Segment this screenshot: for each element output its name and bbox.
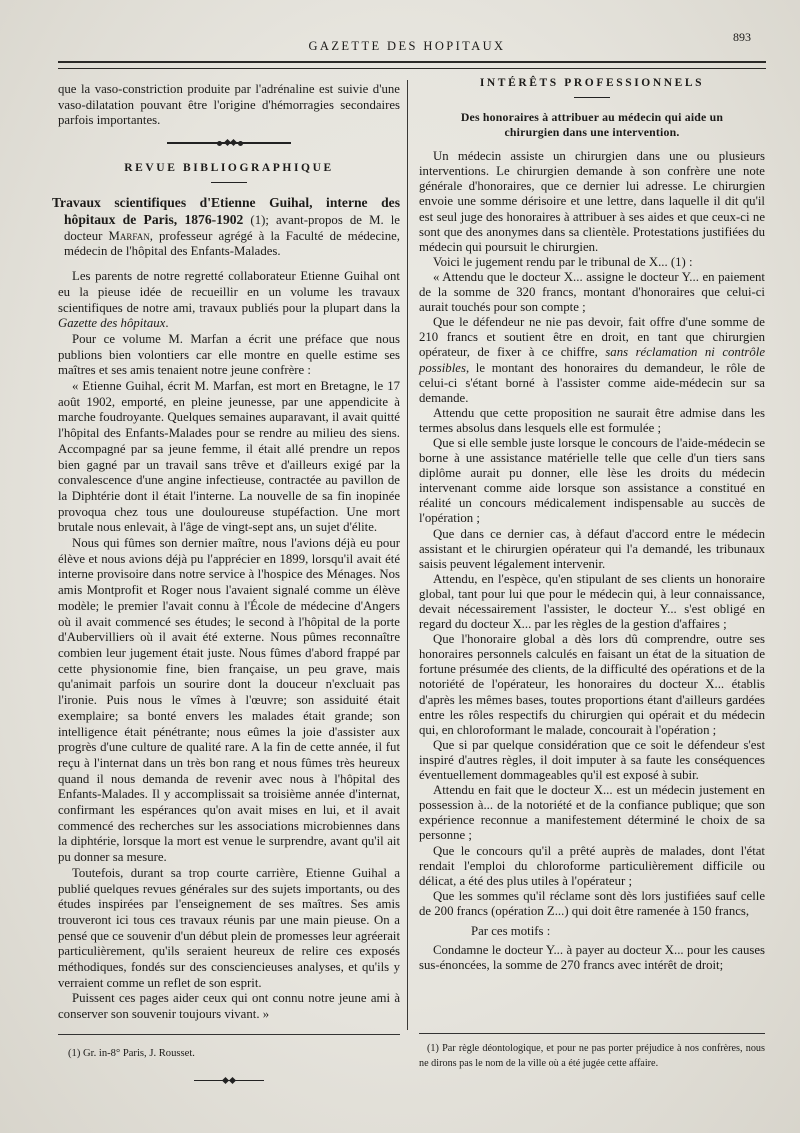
section-rule [574, 97, 610, 98]
paragraph: Que si par quelque considération que ce soit le défendeur s'est inspiré d'autres règles, il doit imputer à sa faute les conséquences éventuellement dommageables qu'il est exposé à subir. [419, 737, 765, 783]
column-divider [407, 80, 408, 1030]
paragraph: Que le concours qu'il a prêté auprès de malades, dont l'état rendait l'emploi du chloroforme particulièrement difficile ou délicat, a été des plus utiles à l'opérateur ; [419, 843, 765, 888]
section-title-interets-professionnels: INTÉRÊTS PROFESSIONNELS [479, 77, 705, 89]
review-title: Travaux scientifiques d'Etienne Guihal, interne des hôpitaux de Paris, 1876-1902 [52, 195, 400, 227]
paragraph: Que l'honoraire global a dès lors dû comprendre, outre ses honoraires personnels calculés en faisant un état de la situation de fortune présumée des clients, de la difficulté des opérations et de la notoriété de l'opérateur, les honoraires du docteur X... établis d'après les mêmes bases, toutes proportions étant d'ailleurs gardées entre les rôles respectifs du chirurgien qui opérait et du médecin qui, en chloroformant le malade, concourait à l'opération ; [419, 632, 765, 737]
paragraph-text: Que le défendeur ne nie pas devoir, fait offre d'une somme de 210 francs et soutient être en droit, en tant que chirurgien opérateur, de fixer à ce chiffre, [419, 315, 765, 360]
paragraph: Nous qui fûmes son dernier maître, nous l'avions déjà eu pour élève et nous avions déjà pu l'apprécier en 1899, lorsqu'il avait été interne provisoire dans notre service à l'hospice des Ménages. Nos amis Montprofit et Roger nous l'avaient signalé comme un élève modèle; le premier l'avait connu à l'École de médecine d'Angers où il avait commencé ses études; le second à l'hôpital de la porte d'Aubervilliers où il avait été externe. Nous pûmes reconnaître combien leur jugement était juste. Nous fûmes d'abord frappé par cette physionomie fine, bien française, un peu grave, mais qu'animait parfois un sourire dont la douceur n'excluait pas l'ironie. Puis nous le vîmes à l'œuvre; son assiduité était exemplaire; sa bonté envers les malades était grande; son intelligence était pénétrante; nous eûmes la joie d'assister aux progrès d'une culture de qualité rare. A la fin de cette année, il fut reçu à l'internat dans un très bon rang et nous fûmes très heureux quand il nous demanda de revenir avec nous à l'hôpital des Enfants-Malades. Il y accomplissait sa troisième année d'internat, confirmant les espérances qu'on avait mises en lui, et il avait commencé des recherches sur les associations microbiennes dans la diphtérie, lorsque la mort est venue le surprendre, avant qu'il ait pu donner sa mesure. [58, 536, 400, 865]
right-column [419, 76, 765, 1071]
footnote-rule [419, 1033, 765, 1034]
paragraph: Un médecin assiste un chirurgien dans une ou plusieurs interventions. Le chirurgien demande à son confrère une note générale d'honoraires, que ce dernier lui adresse. Le chirurgien envoie une somme dérisoire et une lettre, dans laquelle il dit qu'il est seul juge des honoraires à attribuer à ses aides et que ceux-ci ne sont que des anonymes dans sa clientèle. Protestations justifiées du médecin qui poursuit le chirurgien. [419, 149, 765, 254]
paragraph-text: Les parents de notre regretté collaborateur Etienne Guihal ont eu la pieuse idée de recueillir en un volume les travaux scientifiques de notre ami, travaux publiés pour la plupart dans la [58, 269, 400, 315]
section-title-revue-bibliographique: REVUE BIBLIOGRAPHIQUE [124, 162, 334, 175]
paragraph: Pour ce volume M. Marfan a écrit une préface que nous publions bien volontiers car elle montre en quelle estime ses maîtres et ses amis tenaient notre jeune confrère : [58, 331, 400, 378]
article-title: Des honoraires à attribuer au médecin qui aide un chirurgien dans une intervention. [460, 110, 724, 139]
paragraph: Que les sommes qu'il réclame sont dès lors justifiées sauf celle de 200 francs (opération Z...) qui doit être ramenée à 150 francs, [419, 888, 765, 918]
judgment-motifs: Par ces motifs : [471, 923, 551, 938]
review-heading [52, 195, 400, 260]
paragraph: Toutefois, durant sa trop courte carrière, Etienne Guihal a publié quelques revues générales sur des sujets importants, ou des études inspirées par l'enseignement de ses maîtres. Ses amis trouveront ici tous ces travaux réunis par une main pieuse. On a pensé que ce souvenir d'un début plein de promesses leur agréerait particulièrement, qu'ils seraient heureux de relire ces exposés méthodiques, fondés sur des consciencieuses analyses, et qu'ils y verraient comme un reflet de son esprit. [58, 865, 400, 990]
paragraph: Puissent ces pages aider ceux qui ont connu notre jeune ami à conserver son souvenir toujours vivant. » [58, 991, 400, 1022]
paragraph [419, 315, 765, 406]
review-heading-text: , professeur agrégé à la Faculté de médecine, médecin de l'hôpital des Enfants-Malades. [64, 228, 400, 259]
paragraph: Voici le jugement rendu par le tribunal de X... (1) : [433, 254, 693, 269]
section-rule [211, 182, 247, 183]
review-author: Marfan [108, 228, 150, 243]
paragraph: Que dans ce dernier cas, à défaut d'accord entre le médecin assistant et le chirurgien opérateur qui l'a demandé, les tribunaux saisis peuvent légalement intervenir. [419, 526, 765, 571]
paragraph: Condamne le docteur Y... à payer au docteur X... pour les causes sus-énoncées, la somme de 270 francs avec intérêt de droit; [419, 943, 765, 973]
journal-title: Gazette des hôpitaux [58, 316, 166, 331]
ornament-divider [167, 139, 291, 147]
footnote: (1) Par règle déontologique, et pour ne pas porter préjudice à nos confrères, nous ne dirons pas le nom de la ville où a été jugée cette affaire. [419, 1043, 765, 1069]
paragraph: Attendu que cette proposition ne saurait être admise dans les termes absolus dans lesquels elle est formulée ; [419, 405, 765, 435]
paragraph: « Etienne Guihal, écrit M. Marfan, est mort en Bretagne, le 17 août 1902, emporté, en pleine jeunesse, par une appendicite à marche foudroyante. Quelques semaines auparavant, il avait quitté l'hôpital des Enfants-Malades pour se rendre au milieu des siens. Accompagné par sa jeune femme, il était allé prendre un repos bien gagné par un travail sans trêve et d'ailleurs exigé par la convalescence d'une angine infectieuse, contractée au pavillon de la Diphtérie dont il était l'interne. La nouvelle de sa fin inopinée provoqua chez tous une douloureuse stupéfaction. Une mort brutale nous enlevait, à l'âge de vingt-sept ans, un sujet d'élite. [58, 379, 400, 535]
paragraph [58, 269, 400, 332]
paragraph-text: , le montant des honoraires du demandeur, le rôle de celui-ci s'étant borné à l'assister comme aide-médecin sur sa demande. [419, 360, 765, 405]
paragraph-italic: sans réclamation ni contrôle possibles [419, 345, 765, 375]
paragraph: Attendu, en l'espèce, qu'en stipulant de ses clients un honoraire global, tant pour lui que pour le médecin qui, à leur connaissance, devait nécessairement l'assister, le docteur Y... s'est obligé en regard du docteur X... par les règles de la gestion d'affaires ; [419, 571, 765, 632]
paragraph: Attendu en fait que le docteur X... est un médecin justement en possession à... de la notoriété et de la confiance publique; que son expérience reconnue a manifestement déterminé le choix de sa personne ; [419, 783, 765, 843]
left-column [52, 82, 400, 1085]
header-double-rule [58, 61, 766, 69]
ornament-divider [194, 1077, 264, 1085]
paragraph: « Attendu que le docteur X... assigne le docteur Y... en paiement de la somme de 320 francs, montant d'honoraires que celui-ci aurait touchés pour son compte ; [419, 269, 765, 315]
running-title: GAZETTE DES HOPITAUX [308, 39, 506, 53]
continued-paragraph: que la vaso-constriction produite par l'adrénaline est suivie d'une vaso-dilatation pouvant être l'origine d'hémorragies secondaires parfois importantes. [58, 82, 400, 128]
paragraph: Que si elle semble juste lorsque le concours de l'aide-médecin se borne à une assistance matérielle telle que celle d'un tiers sans diplôme aurait pu donner, elle lèse les droits du médecin intervenant comme aide lorsque son assistance a constitué en réalité un concours médicalement indispensable au succès de l'opération ; [419, 435, 765, 526]
paragraph-text: . [165, 316, 169, 331]
review-heading-text: (1); avant-propos de M. le docteur [64, 213, 400, 243]
footnote-rule [58, 1034, 400, 1035]
footnote: (1) Gr. in-8° Paris, J. Rousset. [68, 1048, 195, 1059]
page-number: 893 [733, 30, 751, 44]
